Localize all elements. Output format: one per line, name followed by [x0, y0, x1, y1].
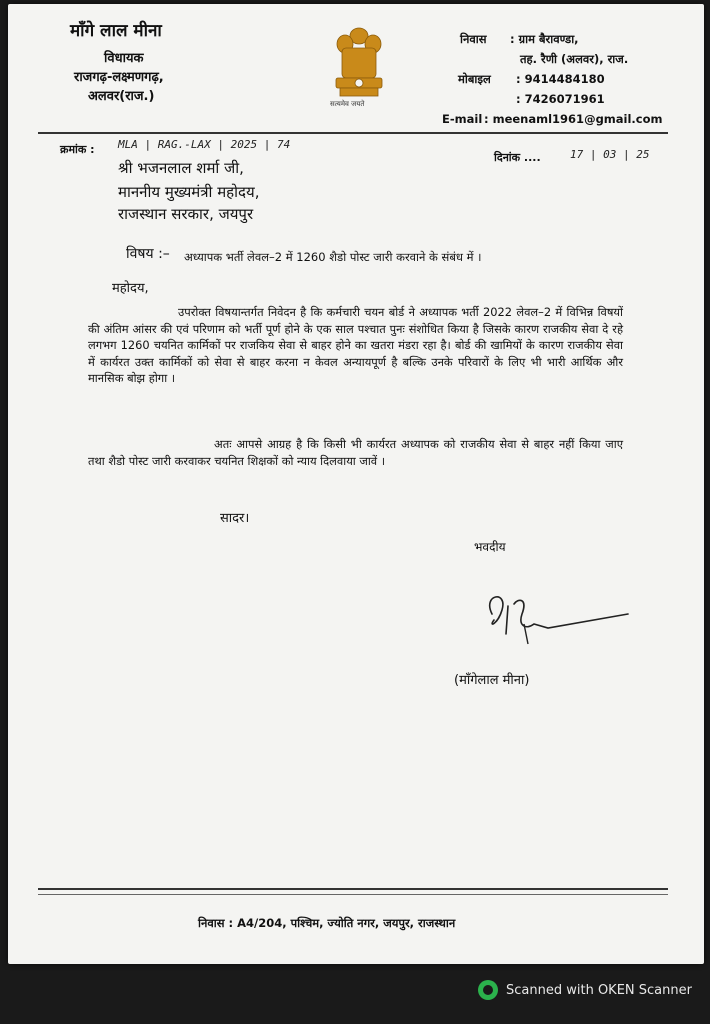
- date-label: दिनांक ....: [494, 151, 541, 164]
- header-divider: [38, 132, 668, 134]
- subject-label: विषय :–: [126, 246, 170, 262]
- mobile-number-2: : 7426071961: [516, 92, 605, 106]
- closing-regards: सादर।: [220, 511, 250, 526]
- residence-label: निवास: [460, 32, 487, 46]
- scanner-watermark: [478, 980, 692, 1000]
- salutation: महोदय,: [112, 281, 149, 296]
- district: अलवर(राज.): [88, 89, 155, 104]
- mla-name: माँगे लाल मीना: [70, 21, 162, 41]
- body-paragraph-2: अतः आपसे आग्रह है कि किसी भी कार्यरत अध्यापक को राजकीय सेवा से बाहर नहीं किया जाए तथा शैडो पोस्ट जारी करवाकर चयनित शिक्षकों को न्याय दिलवाया जावें ।: [88, 437, 623, 468]
- emblem-motto: सत्यमेव जयते: [330, 100, 365, 108]
- subject-text: अध्यापक भर्ती लेवल–2 में 1260 शैडो पोस्ट जारी करवाने के संबंध में ।: [184, 250, 482, 264]
- email-value: : meenaml1961@gmail.com: [484, 112, 663, 126]
- designation: विधायक: [104, 51, 144, 66]
- scanner-logo-icon: [478, 980, 498, 1000]
- residence-line-1: : ग्राम बैरावण्डा,: [510, 32, 579, 46]
- addressee-line-1: श्री भजनलाल शर्मा जी,: [118, 159, 244, 177]
- addressee-line-2: माननीय मुख्यमंत्री महोदय,: [118, 183, 260, 201]
- footer-divider-thin: [38, 894, 668, 895]
- addressee-line-3: राजस्थान सरकार, जयपुर: [118, 205, 254, 223]
- constituency: राजगढ़-लक्ष्मणगढ़,: [74, 70, 164, 85]
- email-label: E-mail: [442, 112, 483, 126]
- signer-name: (माँगेलाल मीना): [454, 673, 530, 688]
- body-paragraph-1: उपरोक्त विषयान्तर्गत निवेदन है कि कर्मचारी चयन बोर्ड ने अध्यापक भर्ती 2022 लेवल–2 में विभिन्न विषयों की अंतिम आंसर की एवं परिणाम को भर्ती पूर्ण होने के एक साल पश्चात पुनः संशोधित किया है जिसके कारण राजकीय सेवा दे रहे लगभग 1260 चयनित कार्मिकों पर राजकिय सेवा से बाहर होने का खतरा मंडरा रहा है। बोर्ड की खामियों के कारण राजकीय सेवा में कार्यरत उक्त कार्मिकों को सेवा से बाहर करना न केवल अन्यायपूर्ण है बल्कि उनके परिवारों के लिए भी भारी आर्थिक और मानसिक बोझ होगा ।: [88, 305, 623, 385]
- signature-mark: [478, 584, 638, 654]
- mobile-number-1: : 9414484180: [516, 72, 605, 86]
- closing-yours: भवदीय: [474, 540, 506, 554]
- reference-number: MLA | RAG.-LAX | 2025 | 74: [118, 138, 291, 151]
- reference-label: क्रमांक :: [60, 143, 95, 156]
- letter-page: [8, 4, 704, 964]
- footer-address: निवास : A4/204, पश्चिम, ज्योति नगर, जयपुर, राजस्थान: [198, 916, 456, 930]
- mobile-label: मोबाइल: [458, 72, 491, 86]
- scanner-text: Scanned with OKEN Scanner: [506, 982, 692, 998]
- residence-line-2: तह. रैणी (अलवर), राज.: [520, 52, 629, 66]
- date-value: 17 | 03 | 25: [570, 148, 650, 161]
- footer-divider: [38, 888, 668, 890]
